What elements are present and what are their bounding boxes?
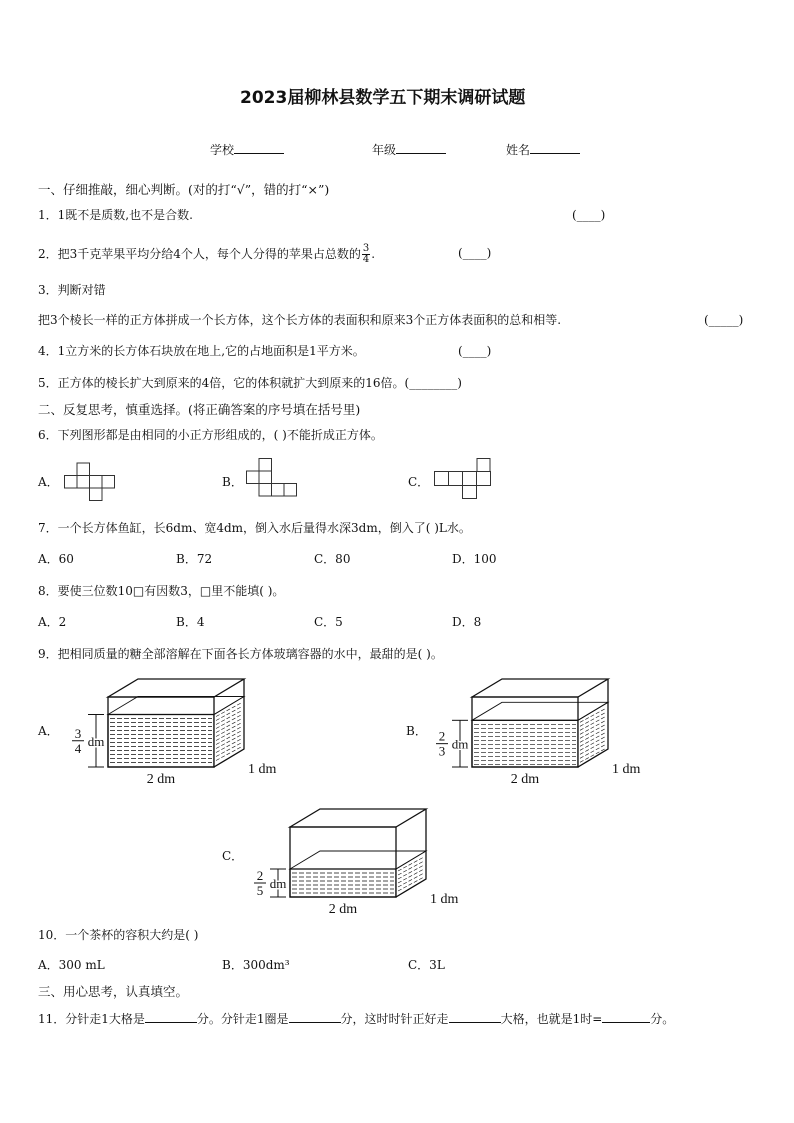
depth-numerator: 3 xyxy=(74,725,82,741)
q9-option-c: C． xyxy=(222,849,244,863)
q9-tank-a xyxy=(64,675,277,790)
q6-net-a xyxy=(64,462,118,502)
width-label: 1 dm xyxy=(612,762,641,777)
q8-option-c: C．5 xyxy=(314,615,343,629)
width-label: 1 dm xyxy=(248,762,277,777)
q8-option-d: D．8 xyxy=(452,615,482,629)
q6-option-a: A． xyxy=(38,475,59,489)
q7-option-c: C．80 xyxy=(314,552,351,566)
depth-denominator: 4 xyxy=(74,740,82,756)
question-7: 7．一个长方体鱼缸，长6dm、宽4dm，倒入水后量得水深3dm，倒入了( )L水。 xyxy=(38,521,471,535)
q9-option-b: B． xyxy=(406,724,427,738)
school-field: 学校 xyxy=(210,141,284,158)
tank-top xyxy=(290,809,426,827)
q10-option-a: A．300 mL xyxy=(38,958,105,972)
question-4: 4．1立方米的长方体石块放在地上,它的占地面积是1平方米。 xyxy=(38,344,365,358)
question-2-answer: (____) xyxy=(458,246,492,260)
question-1-answer: (____) xyxy=(572,208,606,222)
question-2: 2．把3千克苹果平均分给4个人，每个人分得的苹果占总数的 $\frac{3}{4}$ . xyxy=(38,243,376,265)
name-field: 姓名 xyxy=(506,141,580,158)
depth-numerator: 2 xyxy=(438,728,446,744)
question-11: 11．分针走1大格是 分。分针走1圈是 分，这时时针正好走 大格，也就是1时= 分。 xyxy=(38,1012,675,1026)
depth-numerator: 2 xyxy=(256,868,264,883)
q8-option-b: B．4 xyxy=(176,615,205,629)
depth-unit: dm xyxy=(451,736,469,752)
depth-unit: dm xyxy=(269,876,287,891)
section2-heading: 二、反复思考，慎重选择。(将正确答案的序号填在括号里) xyxy=(38,402,361,417)
question-3: 把3个棱长一样的正方体拼成一个长方体，这个长方体的表面积和原来3个正方体表面积的总和相等. xyxy=(38,313,562,327)
fraction-3-4: $\frac{3}{4}$ xyxy=(362,243,370,265)
q9-tank-b xyxy=(428,675,641,790)
width-label: 1 dm xyxy=(430,892,459,907)
question-3-title: 3．判断对错 xyxy=(38,283,106,297)
depth-unit: dm xyxy=(87,733,105,749)
q10-option-b: B．300dm³ xyxy=(222,958,290,972)
q7-option-b: B．72 xyxy=(176,552,213,566)
section3-heading: 三、用心思考，认真填空。 xyxy=(38,984,189,999)
q9-option-a: A． xyxy=(38,724,59,738)
q10-option-c: C．3L xyxy=(408,958,445,972)
question-3-answer: (_____) xyxy=(704,313,744,327)
q7-option-d: D．100 xyxy=(452,552,497,566)
q6-option-b: B． xyxy=(222,475,243,489)
length-label: 2 dm xyxy=(146,772,176,787)
depth-denominator: 5 xyxy=(256,883,264,898)
q7-option-a: A．60 xyxy=(38,552,74,566)
question-9: 9．把相同质量的糖全部溶解在下面各长方体玻璃容器的水中，最甜的是( )。 xyxy=(38,647,443,661)
question-6: 6．下列图形都是由相同的小正方形组成的，( )不能折成正方体。 xyxy=(38,428,383,442)
q6-net-c xyxy=(434,458,492,500)
length-label: 2 dm xyxy=(510,772,540,787)
tank-top xyxy=(108,679,244,697)
tank-top xyxy=(472,679,608,697)
page-title: 2023届柳林县数学五下期末调研试题 xyxy=(240,88,526,108)
q6-option-c: C． xyxy=(408,475,430,489)
question-1: 1．1既不是质数,也不是合数. xyxy=(38,208,193,222)
section1-heading: 一、仔细推敲，细心判断。(对的打“√”，错的打“×”) xyxy=(38,182,330,197)
water-side xyxy=(396,851,426,897)
question-4-answer: (____) xyxy=(458,344,492,358)
q8-option-a: A．2 xyxy=(38,615,67,629)
grade-field: 年级 xyxy=(372,141,446,158)
question-8: 8．要使三位数10□有因数3，□里不能填( )。 xyxy=(38,584,285,598)
depth-denominator: 3 xyxy=(438,743,446,759)
q9-tank-c xyxy=(246,805,459,920)
question-5: 5．正方体的棱长扩大到原来的4倍，它的体积就扩大到原来的16倍。(________) xyxy=(38,376,462,390)
question-10: 10．一个茶杯的容积大约是( ) xyxy=(38,928,199,942)
length-label: 2 dm xyxy=(328,902,358,917)
q6-net-b xyxy=(246,458,300,500)
